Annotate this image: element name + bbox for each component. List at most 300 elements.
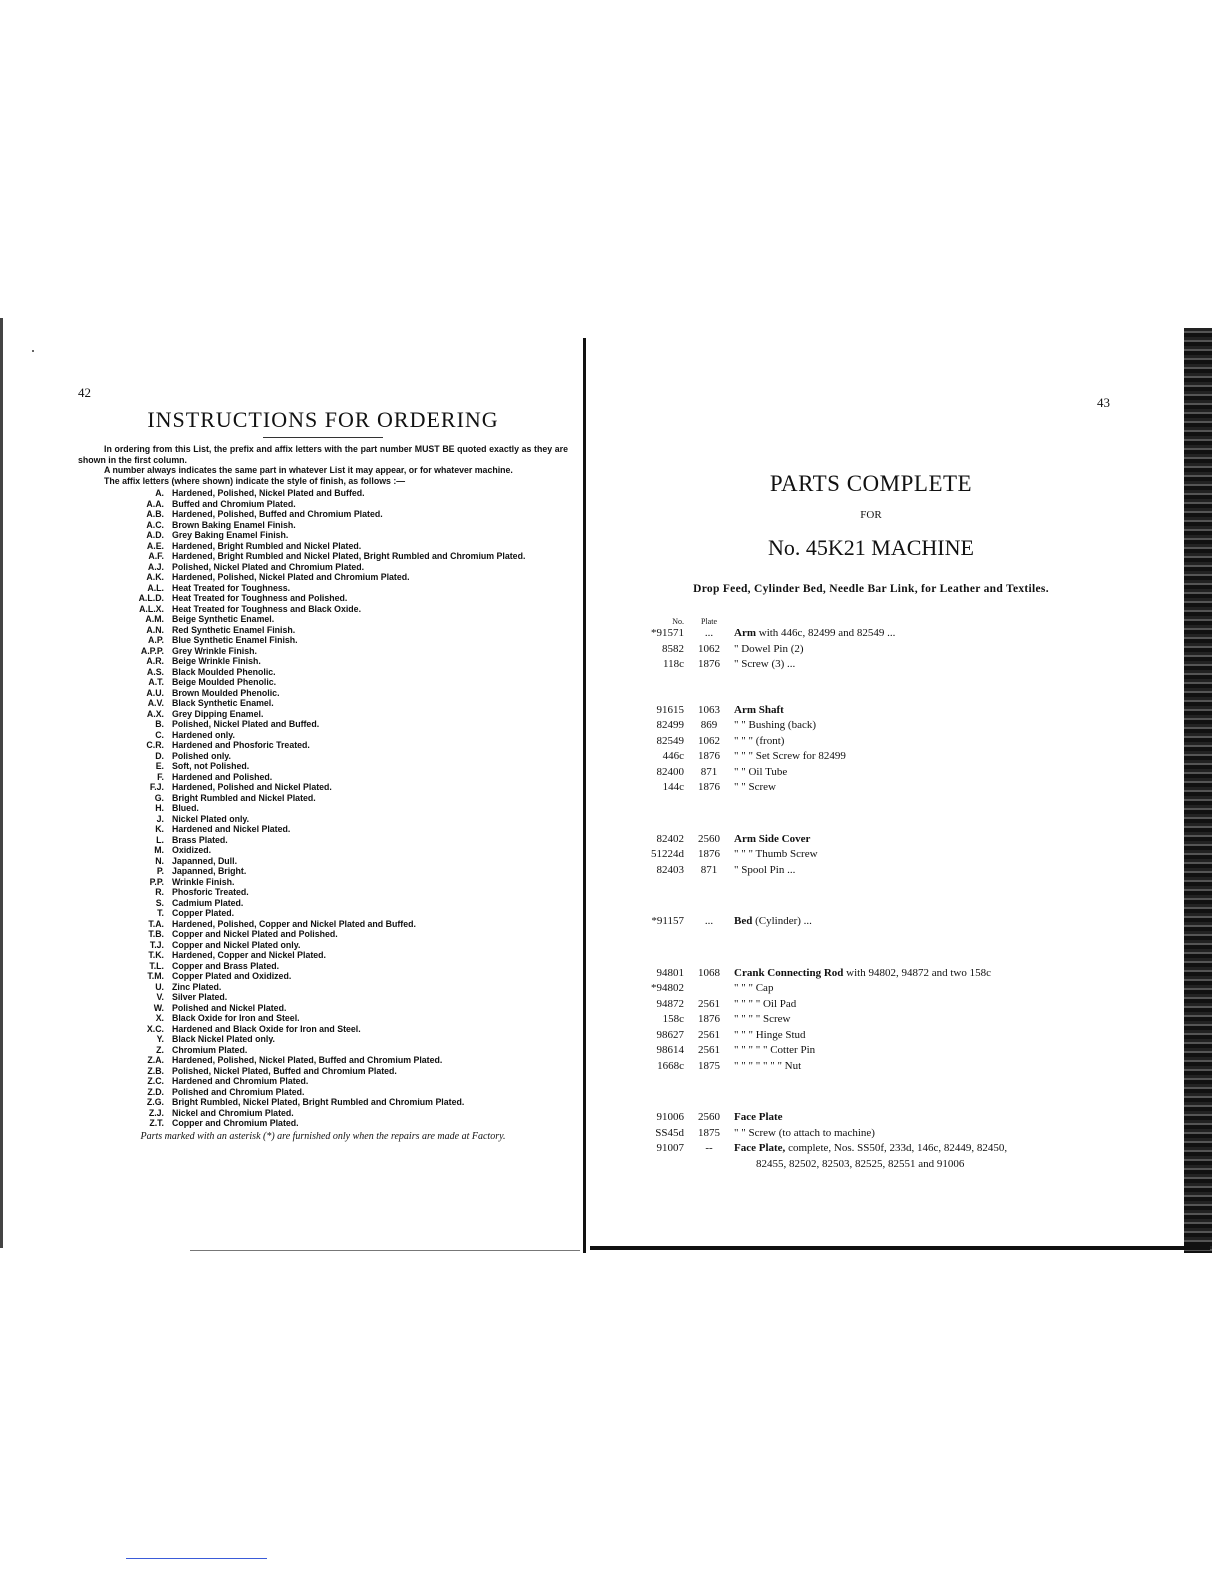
affix-description: Nickel Plated only.: [172, 813, 250, 824]
plate-number: 871: [700, 863, 718, 876]
affix-row: [78, 1118, 568, 1129]
part-number: 98614: [656, 1044, 684, 1056]
affix-row: [78, 814, 568, 825]
column-plate-header: Plate: [701, 617, 717, 626]
part-description: [734, 1126, 1110, 1142]
page-gutter-divider: [583, 338, 586, 1253]
affix-row: [78, 971, 568, 982]
affix-code: Y.: [156, 1034, 164, 1045]
part-detail: " Dowel Pin (2): [734, 642, 804, 655]
part-detail: " Screw (3) ...: [734, 658, 796, 670]
plate-number: 1062: [698, 734, 720, 747]
affix-description: Brass Plated.: [172, 834, 228, 845]
part-description: [734, 749, 1110, 765]
affix-code: Z.B.: [147, 1065, 164, 1076]
part-number: 82549: [656, 734, 684, 747]
affix-code: T.J.: [149, 939, 164, 950]
affix-row: [78, 677, 568, 688]
affix-code: H.: [155, 803, 164, 814]
plate-number: 1063: [698, 703, 720, 716]
plate-number: --: [705, 1142, 713, 1154]
part-number: 91007: [656, 1142, 684, 1154]
part-detail: " " " " " Cotter Pin: [734, 1044, 816, 1056]
plate-number: [684, 1157, 734, 1173]
affix-row: [78, 793, 568, 804]
part-row: [632, 997, 1110, 1013]
parts-column-header: [632, 617, 1110, 626]
part-number: *91571: [651, 627, 684, 639]
part-number: 98627: [656, 1028, 684, 1041]
affix-code: A.R.: [146, 656, 164, 667]
affix-description: Polished, Nickel Plated and Buffed.: [172, 719, 320, 730]
affix-row: [78, 877, 568, 888]
part-description: [734, 642, 1110, 658]
affix-row: [78, 803, 568, 814]
affix-code: Z.T.: [149, 1118, 164, 1129]
affix-code: V.: [156, 992, 164, 1003]
affix-row: [78, 499, 568, 510]
affix-code: A.L.: [147, 582, 164, 593]
part-description: [734, 703, 1110, 719]
affix-code: A.F.: [148, 551, 164, 562]
affix-code: T.M.: [147, 971, 164, 982]
affix-code: A.S.: [146, 666, 164, 677]
affix-row: [78, 709, 568, 720]
affix-code: R.: [155, 887, 164, 898]
part-row: [632, 981, 1110, 997]
affix-description: Copper and Chromium Plated.: [172, 1118, 299, 1129]
part-description: [734, 981, 1110, 997]
plate-number: ...: [704, 627, 714, 639]
affix-description: Silver Plated.: [172, 992, 228, 1003]
affix-code: Z.D.: [147, 1086, 164, 1097]
affix-code: A.: [155, 488, 164, 499]
affix-row: [78, 488, 568, 499]
part-detail: " " " (front): [734, 734, 785, 747]
affix-description: Copper Plated.: [172, 908, 235, 919]
scan-speck: [32, 350, 34, 352]
part-number: 91006: [656, 1111, 684, 1123]
plate-number: 2561: [698, 1028, 720, 1041]
affix-row: [78, 740, 568, 751]
affix-description: Phosforic Treated.: [172, 887, 249, 898]
part-number: 8582: [662, 642, 684, 655]
affix-code: Z.G.: [146, 1097, 164, 1108]
affix-row: [78, 1087, 568, 1098]
affix-code: J.: [156, 813, 164, 824]
for-label: FOR: [860, 509, 882, 521]
affix-description: Hardened, Copper and Nickel Plated.: [172, 950, 326, 961]
affix-description: Beige Synthetic Enamel.: [172, 614, 275, 625]
affix-row: [78, 1024, 568, 1035]
affix-description: Blued.: [172, 803, 199, 814]
affix-code: Z.J.: [148, 1107, 164, 1118]
part-number: 82499: [656, 719, 684, 731]
affix-row: [78, 919, 568, 930]
part-description: [734, 780, 1110, 796]
right-bottom-rule: [590, 1246, 1210, 1250]
affix-description: Hardened and Chromium Plated.: [172, 1076, 309, 1087]
part-description: [734, 1157, 1110, 1173]
affix-row: [78, 530, 568, 541]
affix-description: Chromium Plated.: [172, 1044, 248, 1055]
affix-row: [78, 751, 568, 762]
affix-list: [78, 488, 568, 1129]
part-description: [734, 914, 1110, 930]
affix-description: Wrinkle Finish.: [172, 876, 235, 887]
affix-row: [78, 656, 568, 667]
plate-number: 1875: [698, 1126, 720, 1139]
affix-row: [78, 635, 568, 646]
affix-description: Blue Synthetic Enamel Finish.: [172, 635, 298, 646]
part-description: [734, 966, 1110, 982]
affix-description: Grey Wrinkle Finish.: [172, 645, 257, 656]
group-spacer: [632, 930, 1110, 966]
page-title-left: INSTRUCTIONS FOR ORDERING: [147, 407, 499, 432]
affix-description: Nickel and Chromium Plated.: [172, 1107, 294, 1118]
affix-row: [78, 856, 568, 867]
part-detail: " " " " " " " Nut: [734, 1059, 802, 1072]
affix-code: T.B.: [148, 929, 164, 940]
part-detail: " " " Hinge Stud: [734, 1028, 806, 1041]
part-detail: " " " Thumb Screw: [734, 848, 818, 860]
affix-code: T.K.: [148, 950, 164, 961]
affix-description: Hardened, Bright Rumbled and Nickel Plated, Bright Rumbled and Chromium Plated.: [172, 551, 526, 562]
affix-row: [78, 950, 568, 961]
part-row: [632, 749, 1110, 765]
part-row: [632, 1012, 1110, 1028]
part-description: [734, 718, 1110, 734]
affix-description: Copper and Nickel Plated only.: [172, 939, 301, 950]
part-description: [734, 832, 1110, 848]
affix-description: Zinc Plated.: [172, 981, 222, 992]
part-description: [734, 1043, 1110, 1059]
part-row: [632, 1059, 1110, 1075]
part-detail: with 446c, 82499 and 82549 ...: [758, 627, 896, 639]
affix-row: [78, 1108, 568, 1119]
affix-description: Beige Moulded Phenolic.: [172, 677, 277, 688]
part-row: [632, 832, 1110, 848]
affix-row: [78, 1034, 568, 1045]
page-number-left: 42: [78, 385, 91, 400]
plate-number: 1876: [698, 848, 720, 860]
page-number-right: 43: [1097, 395, 1110, 410]
part-number: *94802: [651, 982, 684, 994]
affix-description: Copper and Brass Plated.: [172, 960, 280, 971]
part-detail: " " Bushing (back): [734, 719, 816, 731]
part-description: [734, 1028, 1110, 1044]
affix-description: Heat Treated for Toughness and Polished.: [172, 593, 348, 604]
affix-row: [78, 688, 568, 699]
affix-row: [78, 572, 568, 583]
affix-row: [78, 1097, 568, 1108]
affix-row: [78, 1076, 568, 1087]
plate-number: 2560: [698, 1111, 720, 1123]
plate-number: 871: [700, 765, 718, 778]
affix-code: S.: [155, 897, 164, 908]
intro-paragraph-2: A number always indicates the same part in whatever List it may appear, or for whatever machine.: [104, 465, 513, 476]
affix-row: [78, 541, 568, 552]
part-number: 144c: [662, 781, 684, 793]
affix-code: M.: [154, 845, 164, 856]
affix-row: [78, 562, 568, 573]
part-number: 1668c: [657, 1059, 684, 1072]
part-description: [734, 1059, 1110, 1075]
part-detail: " " Screw (to attach to machine): [734, 1126, 875, 1139]
affix-description: Hardened and Black Oxide for Iron and Steel.: [172, 1023, 361, 1034]
intro-paragraph-3: The affix letters (where shown) indicate the style of finish, as follows :—: [104, 475, 406, 486]
group-spacer: [632, 796, 1110, 832]
part-detail: " " " " Oil Pad: [734, 997, 797, 1010]
plate-number: 1068: [698, 966, 720, 979]
affix-row: [78, 551, 568, 562]
part-row: [632, 1110, 1110, 1126]
part-detail: " " Screw: [734, 781, 776, 793]
part-row: [632, 914, 1110, 930]
affix-row: [78, 520, 568, 531]
affix-description: Hardened, Polished and Nickel Plated.: [172, 782, 332, 793]
affix-code: A.V.: [147, 698, 164, 709]
affix-code: F.: [157, 771, 164, 782]
part-number: 94801: [656, 966, 684, 979]
affix-row: [78, 646, 568, 657]
part-name: Face Plate: [734, 1111, 783, 1123]
affix-row: [78, 698, 568, 709]
part-row: [632, 863, 1110, 879]
affix-code: Z.A.: [147, 1055, 164, 1066]
part-row: [632, 780, 1110, 796]
affix-description: Black Oxide for Iron and Steel.: [172, 1013, 300, 1024]
affix-row: [78, 835, 568, 846]
part-description: [734, 765, 1110, 781]
affix-code: T.A.: [148, 918, 164, 929]
affix-description: Beige Wrinkle Finish.: [172, 656, 261, 667]
intro-paragraph-1: In ordering from this List, the prefix and affix letters with the part number MUST BE quoted exactly as they are shown in the first column.: [78, 444, 568, 465]
affix-code: A.D.: [146, 530, 164, 541]
affix-row: [78, 992, 568, 1003]
part-detail: with 94802, 94872 and two 158c: [846, 966, 991, 979]
part-detail: complete, Nos. SS50f, 233d, 146c, 82449, 82450,: [788, 1142, 1008, 1154]
part-description: [734, 657, 1110, 673]
affix-description: Brown Baking Enamel Finish.: [172, 519, 296, 530]
affix-description: Heat Treated for Toughness.: [172, 582, 291, 593]
affix-description: Bright Rumbled and Nickel Plated.: [172, 792, 316, 803]
affix-row: [78, 604, 568, 615]
plate-number: 1876: [698, 1013, 720, 1025]
affix-row: [78, 509, 568, 520]
plate-number: 2561: [698, 1044, 720, 1056]
part-detail: " " Oil Tube: [734, 765, 788, 778]
affix-code: A.A.: [146, 498, 164, 509]
right-page: [632, 395, 1110, 1172]
affix-description: Japanned, Dull.: [172, 855, 238, 866]
affix-code: W.: [153, 1002, 164, 1013]
plate-number: 2560: [698, 832, 720, 845]
part-number: 91615: [656, 703, 684, 716]
part-description: [734, 1012, 1110, 1028]
affix-description: Grey Dipping Enamel.: [172, 708, 264, 719]
affix-description: Hardened and Nickel Plated.: [172, 824, 291, 835]
title-rule: [263, 437, 383, 438]
part-number: [632, 1157, 684, 1173]
affix-row: [78, 845, 568, 856]
affix-description: Buffed and Chromium Plated.: [172, 498, 296, 509]
left-scan-edge: [0, 318, 3, 1248]
affix-description: Red Synthetic Enamel Finish.: [172, 624, 296, 635]
affix-code: X.C.: [146, 1023, 164, 1034]
machine-title: No. 45K21 MACHINE: [768, 535, 974, 560]
part-name: Arm Shaft: [734, 703, 784, 716]
part-row: [632, 626, 1110, 642]
affix-row: [78, 1045, 568, 1056]
part-number: 82403: [656, 863, 684, 876]
affix-code: A.B.: [146, 509, 164, 520]
part-description: [734, 1110, 1110, 1126]
affix-code: A.J.: [147, 561, 164, 572]
part-detail: " Spool Pin ...: [734, 863, 796, 876]
part-detail: (Cylinder) ...: [755, 915, 812, 927]
part-row: [632, 734, 1110, 750]
affix-row: [78, 614, 568, 625]
affix-code: F.J.: [149, 782, 164, 793]
part-detail: " " " Set Screw for 82499: [734, 750, 846, 762]
part-name: Face Plate,: [734, 1142, 786, 1154]
affix-row: [78, 824, 568, 835]
part-description: [734, 1141, 1110, 1157]
affix-row: [78, 583, 568, 594]
affix-description: Polished and Chromium Plated.: [172, 1086, 305, 1097]
affix-code: A.P.P.: [140, 645, 164, 656]
left-page: [78, 385, 568, 1143]
part-row: [632, 1157, 1110, 1173]
affix-code: N.: [155, 855, 164, 866]
machine-subtitle: Drop Feed, Cylinder Bed, Needle Bar Link, for Leather and Textiles.: [693, 583, 1049, 595]
asterisk-footnote: Parts marked with an asterisk (*) are furnished only when the repairs are made at Factory.: [140, 1130, 506, 1142]
column-no-header: No.: [672, 617, 684, 626]
affix-code: U.: [155, 981, 164, 992]
affix-description: Hardened, Polished, Nickel Plated, Buffed and Chromium Plated.: [172, 1055, 443, 1066]
plate-number: 869: [700, 719, 718, 731]
affix-row: [78, 761, 568, 772]
group-spacer: [632, 1074, 1110, 1110]
group-spacer: [632, 673, 1110, 703]
affix-code: C.R.: [146, 740, 164, 751]
affix-row: [78, 908, 568, 919]
affix-code: P.: [156, 866, 164, 877]
left-bottom-rule: [190, 1250, 580, 1251]
plate-number: 1875: [698, 1059, 720, 1072]
affix-code: B.: [155, 719, 164, 730]
affix-row: [78, 667, 568, 678]
plate-number: 1876: [698, 781, 720, 793]
affix-code: G.: [154, 792, 164, 803]
affix-code: A.X.: [146, 708, 164, 719]
affix-description: Hardened, Bright Rumbled and Nickel Plated.: [172, 540, 362, 551]
affix-description: Hardened, Polished, Buffed and Chromium Plated.: [172, 509, 383, 520]
parts-list: [632, 626, 1110, 1172]
affix-row: [78, 866, 568, 877]
affix-code: X.: [155, 1013, 164, 1024]
affix-description: Soft, not Polished.: [172, 761, 250, 772]
affix-code: A.L.D.: [138, 593, 164, 604]
part-name: Arm: [734, 627, 756, 639]
part-description: [734, 734, 1110, 750]
part-row: [632, 847, 1110, 863]
affix-row: [78, 625, 568, 636]
affix-description: Black Moulded Phenolic.: [172, 666, 276, 677]
plate-number: 2561: [698, 997, 720, 1010]
affix-row: [78, 1013, 568, 1024]
part-number: 446c: [662, 750, 684, 762]
part-detail: 82455, 82502, 82503, 82525, 82551 and 91006: [756, 1157, 965, 1170]
part-detail: " " " " Screw: [734, 1013, 791, 1025]
affix-code: A.K.: [146, 572, 164, 583]
right-scan-edge: [1184, 328, 1212, 1253]
part-description: [734, 863, 1110, 879]
part-description: [734, 626, 1110, 642]
affix-code: Z.: [156, 1044, 164, 1055]
affix-code: A.C.: [146, 519, 164, 530]
affix-description: Hardened, Polished, Copper and Nickel Plated and Buffed.: [172, 918, 416, 929]
part-row: [632, 1028, 1110, 1044]
part-row: [632, 718, 1110, 734]
affix-code: E.: [155, 761, 164, 772]
affix-row: [78, 940, 568, 951]
part-row: [632, 765, 1110, 781]
affix-description: Polished, Nickel Plated and Chromium Plated.: [172, 561, 365, 572]
part-name: Crank Connecting Rod: [734, 966, 844, 979]
affix-row: [78, 719, 568, 730]
plate-number: ...: [704, 915, 714, 927]
part-number: 158c: [662, 1013, 684, 1025]
affix-code: Z.C.: [147, 1076, 164, 1087]
affix-description: Hardened, Polished, Nickel Plated and Buffed.: [172, 488, 365, 499]
affix-description: Grey Baking Enamel Finish.: [172, 530, 289, 541]
affix-description: Hardened only.: [172, 729, 235, 740]
affix-description: Polished, Nickel Plated, Buffed and Chromium Plated.: [172, 1065, 397, 1076]
affix-row: [78, 730, 568, 741]
affix-code: A.L.X.: [139, 603, 164, 614]
affix-code: D.: [155, 750, 164, 761]
affix-description: Japanned, Bright.: [172, 866, 247, 877]
affix-code: A.E.: [146, 540, 164, 551]
affix-code: A.P.: [148, 635, 164, 646]
affix-description: Black Nickel Plated only.: [172, 1034, 275, 1045]
affix-description: Hardened and Phosforic Treated.: [172, 740, 310, 751]
affix-row: [78, 593, 568, 604]
affix-row: [78, 772, 568, 783]
part-row: [632, 966, 1110, 982]
affix-code: C.: [155, 729, 164, 740]
part-detail: " " " Cap: [734, 982, 774, 994]
affix-description: Hardened and Polished.: [172, 771, 273, 782]
affix-row: [78, 1066, 568, 1077]
affix-code: K.: [155, 824, 164, 835]
part-number: *91157: [651, 915, 684, 927]
affix-code: A.M.: [145, 614, 164, 625]
affix-row: [78, 1055, 568, 1066]
underline-link-rule: [126, 1558, 267, 1559]
affix-row: [78, 929, 568, 940]
plate-number: 1876: [698, 750, 720, 762]
affix-code: A.U.: [146, 687, 164, 698]
part-number: 82402: [656, 832, 684, 845]
affix-description: Hardened, Polished, Nickel Plated and Chromium Plated.: [172, 572, 410, 583]
part-number: SS45d: [655, 1126, 684, 1139]
part-row: [632, 642, 1110, 658]
affix-description: Heat Treated for Toughness and Black Oxide.: [172, 603, 362, 614]
affix-description: Cadmium Plated.: [172, 897, 244, 908]
